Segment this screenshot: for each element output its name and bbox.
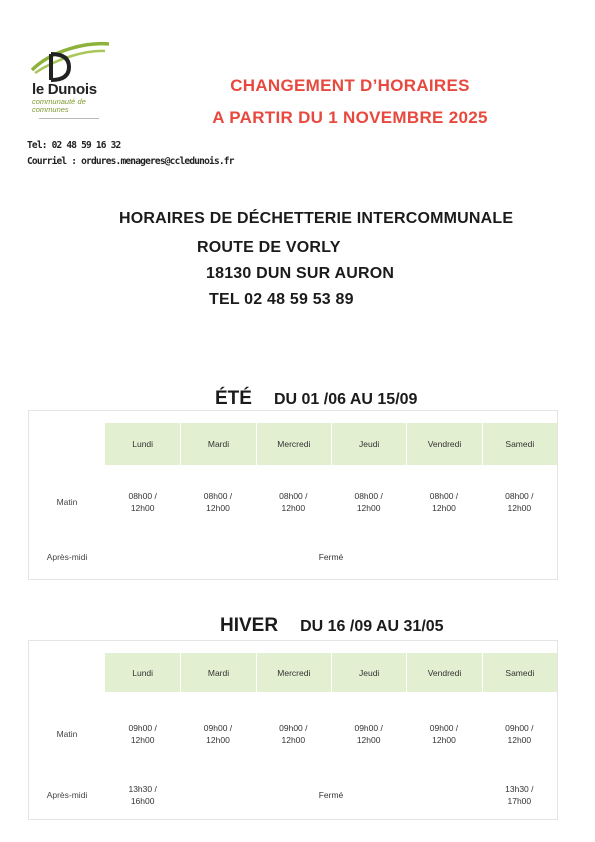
row-label-afternoon: Après-midi bbox=[46, 790, 88, 800]
logo-divider bbox=[39, 118, 99, 119]
day-header: Samedi bbox=[482, 653, 557, 692]
hours-cell: 09h00 / 12h00 bbox=[429, 722, 459, 745]
address-title: HORAIRES DE DÉCHETTERIE INTERCOMMUNALE bbox=[119, 210, 514, 227]
corner-cell bbox=[29, 411, 105, 469]
address-road: ROUTE DE VORLY bbox=[197, 239, 341, 256]
winter-name: HIVER bbox=[220, 615, 279, 636]
row-label-morning: Matin bbox=[56, 497, 78, 507]
logo bbox=[27, 40, 122, 122]
summer-heading bbox=[215, 388, 417, 410]
contact-tel: Tel: 02 48 59 16 32 bbox=[27, 140, 121, 151]
day-header: Mercredi bbox=[256, 653, 331, 692]
row-label-afternoon: Après-midi bbox=[46, 552, 88, 562]
corner-cell bbox=[29, 641, 105, 696]
summer-name: ÉTÉ bbox=[215, 388, 252, 409]
closed-cell: Fermé bbox=[318, 552, 344, 562]
summer-table bbox=[28, 410, 558, 580]
winter-heading bbox=[220, 615, 444, 637]
day-header: Mardi bbox=[180, 423, 255, 465]
hours-cell: 08h00 / 12h00 bbox=[354, 491, 383, 513]
hours-cell: 09h00 / 12h00 bbox=[203, 722, 233, 745]
day-header: Jeudi bbox=[331, 653, 406, 692]
hours-cell: 08h00 / 12h00 bbox=[505, 491, 534, 513]
day-header: Samedi bbox=[482, 423, 557, 465]
row-label-morning: Matin bbox=[56, 728, 78, 739]
contact-email: Courriel : ordures.menageres@ccledunois.fr bbox=[27, 156, 234, 167]
hours-cell: 08h00 / 12h00 bbox=[203, 491, 233, 513]
hours-cell: 09h00 / 12h00 bbox=[128, 722, 157, 745]
address-city: 18130 DUN SUR AURON bbox=[206, 265, 395, 282]
notice-date: A PARTIR DU 1 NOVEMBRE 2025 bbox=[212, 108, 488, 127]
day-header: Mercredi bbox=[256, 423, 331, 465]
notice-title: CHANGEMENT D’HORAIRES bbox=[230, 76, 470, 95]
day-header: Vendredi bbox=[406, 423, 481, 465]
day-header: Lundi bbox=[105, 653, 180, 692]
hours-cell: 08h00 / 12h00 bbox=[279, 491, 308, 513]
address-phone: TEL 02 48 59 53 89 bbox=[209, 291, 354, 308]
hours-cell: 08h00 / 12h00 bbox=[128, 491, 157, 513]
winter-range: DU 16 /09 AU 31/05 bbox=[300, 618, 444, 635]
day-header: Jeudi bbox=[331, 423, 406, 465]
closed-cell: Fermé bbox=[318, 790, 344, 800]
hours-cell: 08h00 / 12h00 bbox=[429, 491, 459, 513]
hours-cell: 09h00 / 12h00 bbox=[354, 722, 383, 745]
logo-name: le Dunois bbox=[32, 81, 97, 98]
hours-cell: 09h00 / 12h00 bbox=[505, 722, 534, 745]
hours-cell: 13h30 / 16h00 bbox=[128, 784, 157, 806]
summer-range: DU 01 /06 AU 15/09 bbox=[273, 391, 418, 408]
day-header: Mardi bbox=[180, 653, 255, 692]
day-header: Lundi bbox=[105, 423, 180, 465]
hours-cell: 13h30 / 17h00 bbox=[505, 784, 534, 806]
hours-cell: 09h00 / 12h00 bbox=[279, 722, 308, 745]
winter-table bbox=[28, 640, 558, 820]
logo-subtitle: communauté de communes bbox=[32, 97, 86, 114]
day-header: Vendredi bbox=[406, 653, 481, 692]
